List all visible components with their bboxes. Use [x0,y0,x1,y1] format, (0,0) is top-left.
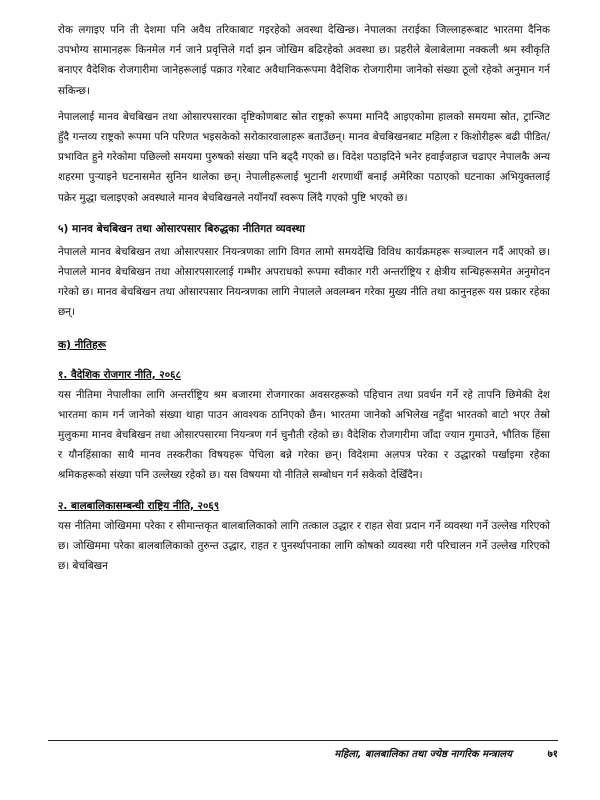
footer-ministry-name: महिला, बालबालिका तथा ज्येष्ठ नागरिक मन्त्रालय [334,749,512,760]
body-paragraph-1: रोक लगाइए पनि ती देशमा पनि अवैध तरिकाबाट गइरहेको अवस्था देखिन्छ। नेपालका तराईका जिल्लाहरूबाट भारतमा दैनिक उपभोग्य सामानहरू किनमेल गर्न जाने प्रवृत्तिले गर्दा झन जोखिम बढिरहेको अवस्था छ। प्रहरीले बेलाबेलामा नक्कली श्रम स्वीकृति बनाएर वैदेशिक रोजगारीमा जानेहरूलाई पक्राउ गरेबाट अवैधानिकरूपमा वैदेशिक रोजगारीमा जानेको संख्या ठूलो रहेको अनुमान गर्न सकिन्छ। [58,24,550,97]
document-page [58,20,550,780]
body-paragraph-2: नेपाललाई मानव बेचबिखन तथा ओसारपसारका दृष्टिकोणबाट स्रोत राष्ट्रको रूपमा मानिदै आइएकोमा हालको समयमा स्रोत, ट्रान्जिट हुँदै गन्तव्य राष्ट्रको रूपमा पनि परिणत भइसकेको सरोकारवालाहरू बताउँछन्। मानव बेचबिखनबाट महिला र किशोरीहरू बढी पीडित/प्रभावित हुने गरेकोमा पछिल्लो समयमा पुरुषको संख्या पनि बढ्दै गएको छ। विदेश पठाइदिने भनेर हवाईजहाज चढाएर नेपालकै अन्य शहरमा पुऱ्याइने घटनासमेत सुनिन थालेका छन्। नेपालीहरूलाई भुटानी शरणार्थी बनाई अमेरिका पठाएको घटनाका अभियुक्तलाई पक्रेर मुद्धा चलाइएको अवस्थाले मानव बेचबिखनले नयाँनयाँ स्वरूप लिंदै गएको पुष्टि भएको छ। [58,110,550,204]
policy-1-text: यस नीतिमा नेपालीका लागि अन्तर्राष्ट्रिय श्रम बजारमा रोजगारका अवसरहरूको पहिचान तथा प्रवर्धन गर्ने रहे तापनि छिमेकी देश भारतमा काम गर्न जानेको संख्या थाहा पाउन आवश्यक ठानिएको छैन। भारतमा जानेको अभिलेख नहुँदा भारतको बाटो भएर तेस्रो मुलुकमा मानव बेचबिखन तथा ओसारपसारमा नियन्त्रण गर्न चुनौती रहेको छ। वैदेशिक रोजगारीमा जाँदा ज्यान गुमाउने, भौतिक हिंसा र यौनहिंसाका साथै मानव तस्करीका विषयहरू पेचिला बन्ने गरेका छन्। विदेशमा अलपत्र परेका र उद्धारको पर्खाइमा रहेका श्रमिकहरूको संख्या पनि उल्लेख्य रहेको छ। यस विषयमा यो नीतिले सम्बोधन गर्न सकेको देखिँदैन। [58,388,550,482]
policies-heading: क) नीतिहरू [58,338,106,351]
section-5-paragraph: नेपालले मानव बेचबिखन तथा ओसारपसार नियन्त्रणका लागि विगत लामो समयदेखि विविध कार्यक्रमहरू सञ्चालन गर्दै आएको छ। नेपालले मानव बेचबिखन तथा ओसारपसारलाई गम्भीर अपराधको रूपमा स्वीकार गरी अन्तर्राष्ट्रिय र क्षेत्रीय सन्धिहरूसमेत अनुमोदन गरेको छ। मानव बेचबिखन तथा ओसारपसार नियन्त्रणका लागि नेपालले अवलम्बन गरेका मुख्य नीति तथा कानुनहरू यस प्रकार रहेका छन्। [58,245,550,319]
policy-2-title: २. बालबालिकासम्बन्धी राष्ट्रिय नीति, २०६९ [58,499,220,512]
policy-1-title: १. वैदेशिक रोजगार नीति, २०६८ [58,368,181,381]
page-number: ७१ [547,749,558,760]
policy-2-text: यस नीतिमा जोखिममा परेका र सीमान्तकृत बालबालिकाको लागि तत्काल उद्धार र राहत सेवा प्रदान गर्ने व्यवस्था गर्ने उल्लेख गरिएको छ। जोखिममा परेका बालबालिकाको तुरुन्त उद्धार, राहत र पुनर्स्थापनाका लागि कोषको व्यवस्था गरी परिचालन गर्ने उल्लेख गरिएको छ। बेचबिखन [58,519,550,573]
section-5-heading: ५) मानव बेचबिखन तथा ओसारपसार बिरुद्धका नीतिगत व्यवस्था [58,222,305,235]
page-footer [48,740,558,763]
